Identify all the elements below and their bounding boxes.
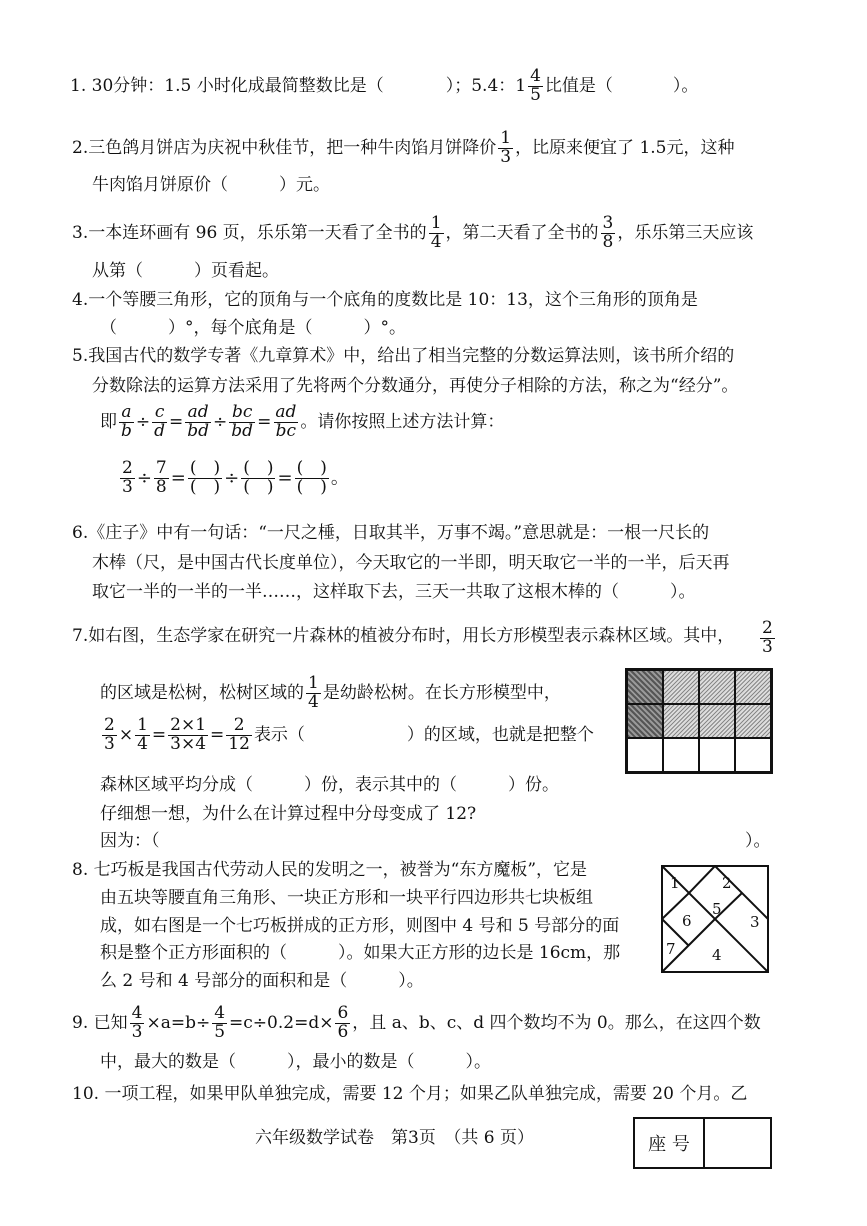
- forest-grid-figure: [625, 668, 773, 774]
- grid-cell: [627, 704, 663, 738]
- question-8-line2: 由五块等腰直角三角形、一块正方形和一块平行四边形共七块板组: [100, 888, 593, 908]
- grid-cell: [627, 670, 663, 704]
- grid-cell: [699, 670, 735, 704]
- question-4-line2: （ ）°，每个底角是（ ）°。: [100, 318, 406, 338]
- question-8-line5: 么 2 号和 4 号部分的面积和是（ ）。: [100, 971, 424, 991]
- question-5-exercise: $\frac{2}{3}$ ÷ $\frac{7}{8}$ = $\frac{( )}{( )}$ ÷ $\frac{( )}{( )}$ = $\frac{( )}{( )}$ 。: [122, 458, 349, 497]
- tangram-figure: [660, 864, 770, 974]
- question-3-line2: 从第（ ）页看起。: [92, 261, 279, 281]
- tangram-label: 6: [682, 912, 692, 930]
- seat-number-field[interactable]: [705, 1119, 770, 1167]
- question-6-line3: 取它一半的一半的一半……，这样取下去，三天一共取了这根木棒的（ ）。: [92, 582, 696, 602]
- question-8-line4: 积是整个正方形面积的（ ）。如果大正方形的边长是 16cm，那: [100, 943, 621, 963]
- question-7-equation: $\frac{2}{3}$ × $\frac{1}{4}$ = $\frac{2\times 1}{3\times 4}$ = $\frac{2}{12}$ 表示（ ）的区域，也就是把整个: [104, 715, 594, 754]
- question-5-line2: 分数除法的运算方法采用了先将两个分数通分，再使分子相除的方法，称之为“经分”。: [92, 376, 739, 396]
- question-5-formula: 即 $\frac{a}{b}$ ÷ $\frac{c}{d}$ = $\frac{ad}{bd}$ ÷ $\frac{bc}{bd}$ = $\frac{ad}{bc}$ 。请你按照上述方法计算：: [100, 402, 505, 441]
- question-5: 5.我国古代的数学专著《九章算术》中，给出了相当完整的分数运算法则，该书所介绍的: [72, 346, 735, 366]
- fraction: $\frac{2}{3}$: [762, 618, 773, 657]
- tangram-label: 2: [722, 874, 732, 892]
- question-8-line3: 成，如右图是一个七巧板拼成的正方形，则图中 4 号和 5 号部分的面: [100, 916, 620, 936]
- question-2-line2: 牛肉馅月饼原价（ ）元。: [92, 175, 330, 195]
- tangram-label: 1: [670, 874, 680, 892]
- grid-cell: [699, 704, 735, 738]
- q-number: 1.: [70, 75, 87, 96]
- question-9: 9. 已知 $\frac{4}{3}$ ×a=b÷ $\frac{4}{5}$ =c÷0.2=d× $\frac{6}{6}$ ，且 a、b、c、d 四个数均不为 0。那么，在这四个数: [72, 1003, 761, 1042]
- grid-cell: [627, 738, 663, 772]
- grid-cell: [699, 738, 735, 772]
- fraction: $\frac{1}{3}$: [500, 128, 512, 167]
- seat-number-box: [633, 1117, 772, 1169]
- mixed-fraction: $\frac{4}{5}$: [530, 66, 541, 105]
- tangram-label: 5: [712, 900, 722, 918]
- question-9-line2: 中，最大的数是（ ），最小的数是（ ）。: [100, 1052, 491, 1072]
- question-7-line6-end: ）。: [745, 831, 771, 851]
- question-6: 6.《庄子》中有一句话：“一尺之棰，日取其半，万事不竭。”意思就是：一根一尺长的: [72, 523, 710, 543]
- grid-cell: [735, 738, 771, 772]
- question-7-line4: 森林区域平均分成（ ）份，表示其中的（ ）份。: [100, 775, 559, 795]
- tangram-label: 7: [666, 940, 676, 958]
- question-7-line6: 因为：（: [100, 831, 160, 851]
- question-7-line5: 仔细想一想，为什么在计算过程中分母变成了 12?: [100, 804, 477, 824]
- grid-cell: [663, 670, 699, 704]
- grid-cell: [735, 670, 771, 704]
- question-10: 10. 一项工程，如果甲队单独完成，需要 12 个月；如果乙队单独完成，需要 20 个月。乙: [72, 1084, 748, 1104]
- grid-cell: [663, 704, 699, 738]
- grid-cell: [663, 738, 699, 772]
- question-2: 2.三色鸽月饼店为庆祝中秋佳节，把一种牛肉馅月饼降价 $\frac{1}{3}$ ，比原来便宜了 1.5元，这种: [72, 128, 735, 167]
- grid-cell: [735, 704, 771, 738]
- tangram-label: 3: [750, 913, 760, 931]
- question-6-line2: 木棒（尺，是中国古代长度单位），今天取它的一半即，明天取它一半的一半，后天再: [92, 553, 730, 573]
- question-7: 7.如右图，生态学家在研究一片森林的植被分布时，用长方形模型表示森林区域。其中，: [72, 626, 735, 646]
- tangram-label: 4: [712, 946, 722, 964]
- fraction: $\frac{3}{8}$: [602, 213, 614, 252]
- footer-title: 六年级数学试卷 第3页 （共 6 页）: [255, 1128, 534, 1148]
- fraction: $\frac{1}{4}$: [430, 213, 442, 252]
- question-3: 3.一本连环画有 96 页，乐乐第一天看了全书的 $\frac{1}{4}$ ，第二天看了全书的 $\frac{3}{8}$ ，乐乐第三天应该: [72, 213, 754, 252]
- seat-label: 座 号: [635, 1119, 705, 1167]
- question-8: 8. 七巧板是我国古代劳动人民的发明之一，被誉为“东方魔板”，它是: [72, 860, 588, 880]
- question-4: 4.一个等腰三角形，它的顶角与一个底角的度数比是 10：13，这个三角形的顶角是: [72, 290, 698, 310]
- question-1: 1. 30分钟：1.5 小时化成最简整数比是（ ）；5.4：1 $\frac{4}{5}$ 比值是（ ）。: [70, 66, 699, 105]
- question-7-line2: 的区域是松树，松树区域的 $\frac{1}{4}$ 是幼龄松树。在长方形模型中，: [100, 673, 561, 712]
